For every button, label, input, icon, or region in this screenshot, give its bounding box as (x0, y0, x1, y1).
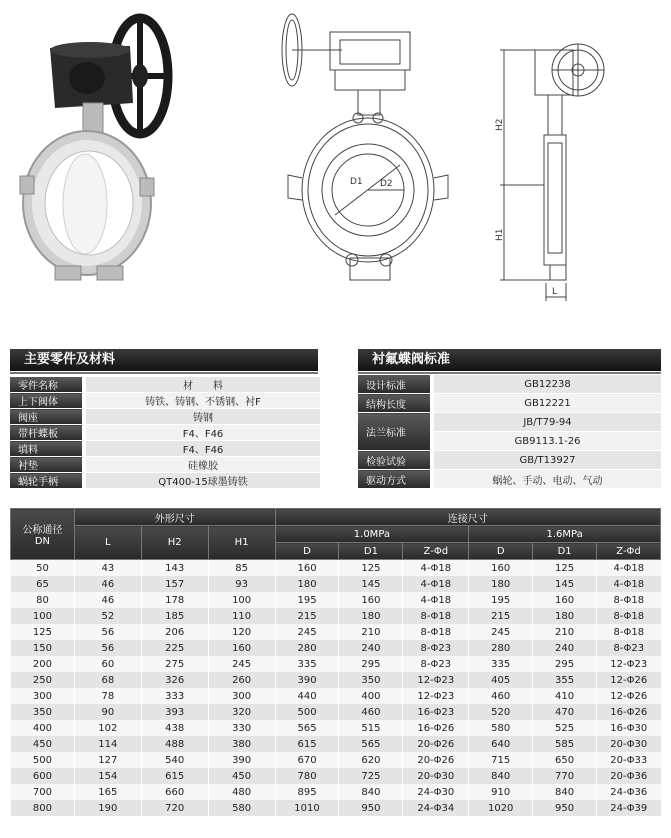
standards-table (358, 375, 661, 489)
table-row (11, 688, 661, 704)
table-cell: 8-Φ18 (597, 608, 661, 624)
table-cell: 114 (74, 736, 141, 752)
table-cell: 160 (208, 640, 275, 656)
table-row (11, 640, 661, 656)
table-cell: 16-Φ23 (403, 704, 469, 720)
label-l: L (552, 287, 558, 297)
table-cell: 335 (275, 656, 339, 672)
header-dn-code: DN (34, 536, 51, 547)
table-row (11, 720, 661, 736)
table-cell: 20-Φ26 (403, 736, 469, 752)
table-row (11, 704, 661, 720)
table-cell: 60 (74, 656, 141, 672)
table-cell: 120 (208, 624, 275, 640)
table-cell: 670 (275, 752, 339, 768)
table-cell: 720 (141, 800, 208, 816)
table-row (10, 425, 320, 441)
table-cell: 56 (74, 624, 141, 640)
table-cell: 350 (11, 704, 75, 720)
table-cell: 615 (141, 768, 208, 784)
standard-name: 设计标准 (358, 375, 432, 394)
table-cell: 24-Φ34 (403, 800, 469, 816)
table-cell: 333 (141, 688, 208, 704)
header-dn-label: 公称通径 (22, 525, 63, 536)
table-cell: 700 (11, 784, 75, 800)
table-cell: 565 (339, 736, 403, 752)
table-cell: 46 (74, 592, 141, 608)
table-cell: 660 (141, 784, 208, 800)
standard-name: 结构长度 (358, 394, 432, 413)
standard-value: GB12238 (432, 375, 661, 394)
table-cell: 210 (339, 624, 403, 640)
table-cell: 12-Φ26 (597, 672, 661, 688)
table-cell: 125 (11, 624, 75, 640)
table-cell: 240 (339, 640, 403, 656)
table-cell: 450 (11, 736, 75, 752)
dimensions-table (10, 508, 661, 816)
table-cell: 460 (469, 688, 533, 704)
table-cell: 16-Φ30 (597, 720, 661, 736)
table-cell: 160 (533, 592, 597, 608)
table-cell: 52 (74, 608, 141, 624)
front-view-drawing (280, 10, 455, 290)
table-cell: 460 (339, 704, 403, 720)
table-cell: 280 (275, 640, 339, 656)
table-cell: 200 (11, 656, 75, 672)
table-cell: 16-Φ26 (403, 720, 469, 736)
table-cell: 950 (339, 800, 403, 816)
header-h2: H2 (141, 526, 208, 560)
table-cell: 355 (533, 672, 597, 688)
header-d1: D1 (339, 543, 403, 560)
table-row (358, 394, 661, 413)
side-view-drawing (490, 35, 610, 305)
table-cell: 180 (339, 608, 403, 624)
valve-photo (15, 8, 175, 293)
table-row (11, 672, 661, 688)
table-cell: 157 (141, 576, 208, 592)
table-cell: 100 (11, 608, 75, 624)
table-cell: 154 (74, 768, 141, 784)
table-cell: 525 (533, 720, 597, 736)
parts-table (10, 377, 320, 489)
table-cell: 245 (469, 624, 533, 640)
standard-value: GB9113.1-26 (432, 432, 661, 451)
table-cell: 515 (339, 720, 403, 736)
parts-header-name: 零件名称 (10, 377, 84, 393)
header-z: Z-Φd (403, 543, 469, 560)
table-cell: 4-Φ18 (403, 592, 469, 608)
table-cell: 93 (208, 576, 275, 592)
table-cell: 800 (11, 800, 75, 816)
table-cell: 8-Φ18 (597, 592, 661, 608)
table-row (11, 624, 661, 640)
table-cell: 12-Φ23 (403, 688, 469, 704)
table-cell: 770 (533, 768, 597, 784)
standard-value: GB12221 (432, 394, 661, 413)
table-cell: 127 (74, 752, 141, 768)
part-material: 铸钢 (84, 409, 320, 425)
table-cell: 180 (275, 576, 339, 592)
table-cell: 480 (208, 784, 275, 800)
table-cell: 110 (208, 608, 275, 624)
table-cell: 335 (469, 656, 533, 672)
table-cell: 326 (141, 672, 208, 688)
table-cell: 840 (339, 784, 403, 800)
table-cell: 840 (469, 768, 533, 784)
table-cell: 80 (11, 592, 75, 608)
table-cell: 295 (339, 656, 403, 672)
table-cell: 280 (469, 640, 533, 656)
table-cell: 650 (533, 752, 597, 768)
table-cell: 393 (141, 704, 208, 720)
table-cell: 210 (533, 624, 597, 640)
header-d: D (469, 543, 533, 560)
table-cell: 245 (208, 656, 275, 672)
table-cell: 190 (74, 800, 141, 816)
table-cell: 300 (208, 688, 275, 704)
table-row (11, 656, 661, 672)
table-cell: 4-Φ18 (597, 576, 661, 592)
table-cell: 500 (11, 752, 75, 768)
table-cell: 185 (141, 608, 208, 624)
standard-value: JB/T79-94 (432, 413, 661, 432)
table-cell: 225 (141, 640, 208, 656)
table-cell: 950 (533, 800, 597, 816)
table-row (358, 413, 661, 432)
standard-value: 蜗轮、手动、电动、气动 (432, 470, 661, 489)
header-l: L (74, 526, 141, 560)
label-h2: H2 (495, 118, 505, 131)
header-outer: 外形尺寸 (74, 509, 275, 526)
table-cell: 780 (275, 768, 339, 784)
standard-value: GB/T13927 (432, 451, 661, 470)
header-pressure-2: 1.6MPa (469, 526, 661, 543)
header-d1: D1 (533, 543, 597, 560)
table-cell: 620 (339, 752, 403, 768)
table-cell: 90 (74, 704, 141, 720)
table-cell: 20-Φ30 (403, 768, 469, 784)
part-name: 带杆蝶板 (10, 425, 84, 441)
table-cell: 8-Φ23 (403, 656, 469, 672)
table-cell: 520 (469, 704, 533, 720)
table-cell: 725 (339, 768, 403, 784)
label-h1: H1 (495, 228, 505, 241)
table-row (10, 409, 320, 425)
table-cell: 20-Φ33 (597, 752, 661, 768)
table-cell: 240 (533, 640, 597, 656)
header-d: D (275, 543, 339, 560)
table-cell: 160 (339, 592, 403, 608)
table-cell: 4-Φ18 (403, 560, 469, 577)
header-conn: 连接尺寸 (275, 509, 660, 526)
table-row (358, 375, 661, 394)
table-cell: 68 (74, 672, 141, 688)
table-cell: 540 (141, 752, 208, 768)
table-cell: 195 (469, 592, 533, 608)
part-material: 硅橡胶 (84, 457, 320, 473)
table-cell: 145 (339, 576, 403, 592)
table-cell: 390 (208, 752, 275, 768)
table-cell: 580 (469, 720, 533, 736)
table-cell: 4-Φ18 (403, 576, 469, 592)
table-cell: 895 (275, 784, 339, 800)
table-cell: 440 (275, 688, 339, 704)
table-cell: 24-Φ39 (597, 800, 661, 816)
table-cell: 8-Φ18 (597, 624, 661, 640)
table-cell: 12-Φ23 (597, 656, 661, 672)
table-cell: 300 (11, 688, 75, 704)
table-cell: 180 (469, 576, 533, 592)
table-cell: 380 (208, 736, 275, 752)
table-row (11, 736, 661, 752)
table-cell: 320 (208, 704, 275, 720)
standard-name: 驱动方式 (358, 470, 432, 489)
table-cell: 165 (74, 784, 141, 800)
table-cell: 910 (469, 784, 533, 800)
valve-body-icon (20, 131, 154, 280)
table-cell: 215 (275, 608, 339, 624)
table-cell: 405 (469, 672, 533, 688)
label-d1: D1 (350, 177, 363, 187)
table-cell: 195 (275, 592, 339, 608)
parts-header-material: 材 料 (84, 377, 320, 393)
table-row (11, 592, 661, 608)
table-cell: 438 (141, 720, 208, 736)
header-dn (11, 509, 75, 560)
table-cell: 470 (533, 704, 597, 720)
table-row (11, 608, 661, 624)
header-pressure-1: 1.0MPa (275, 526, 469, 543)
table-cell: 20-Φ30 (597, 736, 661, 752)
table-cell: 12-Φ26 (597, 688, 661, 704)
table-cell: 125 (339, 560, 403, 577)
table-cell: 143 (141, 560, 208, 577)
table-cell: 245 (275, 624, 339, 640)
standard-name: 法兰标准 (358, 413, 432, 451)
table-cell: 350 (339, 672, 403, 688)
table-cell: 8-Φ18 (403, 608, 469, 624)
table-cell: 450 (208, 768, 275, 784)
table-cell: 125 (533, 560, 597, 577)
table-cell: 400 (339, 688, 403, 704)
table-cell: 8-Φ23 (403, 640, 469, 656)
table-cell: 295 (533, 656, 597, 672)
table-cell: 8-Φ18 (403, 624, 469, 640)
table-cell: 20-Φ36 (597, 768, 661, 784)
table-cell: 85 (208, 560, 275, 577)
table-cell: 43 (74, 560, 141, 577)
table-cell: 20-Φ26 (403, 752, 469, 768)
table-cell: 615 (275, 736, 339, 752)
header-z: Z-Φd (597, 543, 661, 560)
table-row (10, 473, 320, 489)
gearbox-icon (50, 42, 133, 108)
table-row (11, 560, 661, 577)
table-cell: 400 (11, 720, 75, 736)
table-cell: 16-Φ26 (597, 704, 661, 720)
table-cell: 160 (469, 560, 533, 577)
table-row (358, 470, 661, 489)
table-cell: 410 (533, 688, 597, 704)
table-cell: 565 (275, 720, 339, 736)
table-cell: 100 (208, 592, 275, 608)
table-cell: 145 (533, 576, 597, 592)
table-cell: 390 (275, 672, 339, 688)
table-cell: 78 (74, 688, 141, 704)
part-material: F4、F46 (84, 425, 320, 441)
table-cell: 8-Φ23 (597, 640, 661, 656)
part-material: QT400-15球墨铸铁 (84, 473, 320, 489)
table-cell: 1020 (469, 800, 533, 816)
table-cell: 12-Φ23 (403, 672, 469, 688)
part-name: 阀座 (10, 409, 84, 425)
table-cell: 215 (469, 608, 533, 624)
table-cell: 46 (74, 576, 141, 592)
table-cell: 50 (11, 560, 75, 577)
part-name: 填料 (10, 441, 84, 457)
table-cell: 500 (275, 704, 339, 720)
table-cell: 275 (141, 656, 208, 672)
table-cell: 180 (533, 608, 597, 624)
table-row (11, 768, 661, 784)
table-cell: 580 (208, 800, 275, 816)
table-row (11, 800, 661, 816)
table-cell: 260 (208, 672, 275, 688)
standards-section-title: 衬氟蝶阀标准 (358, 349, 661, 371)
table-cell: 24-Φ36 (597, 784, 661, 800)
table-cell: 56 (74, 640, 141, 656)
table-cell: 1010 (275, 800, 339, 816)
header-h1: H1 (208, 526, 275, 560)
table-cell: 715 (469, 752, 533, 768)
table-cell: 160 (275, 560, 339, 577)
table-row (10, 441, 320, 457)
table-cell: 330 (208, 720, 275, 736)
table-cell: 840 (533, 784, 597, 800)
part-material: 铸铁、铸钢、不锈钢、衬F (84, 393, 320, 409)
table-row (10, 393, 320, 409)
table-row (10, 377, 320, 393)
parts-section-title: 主要零件及材料 (10, 349, 318, 371)
table-row (11, 576, 661, 592)
part-name: 蜗轮手柄 (10, 473, 84, 489)
table-cell: 585 (533, 736, 597, 752)
part-material: F4、F46 (84, 441, 320, 457)
table-cell: 65 (11, 576, 75, 592)
table-row (11, 784, 661, 800)
table-row (358, 451, 661, 470)
part-name: 衬垫 (10, 457, 84, 473)
table-cell: 640 (469, 736, 533, 752)
table-cell: 600 (11, 768, 75, 784)
table-cell: 178 (141, 592, 208, 608)
table-row (11, 752, 661, 768)
part-name: 上下阀体 (10, 393, 84, 409)
table-cell: 24-Φ30 (403, 784, 469, 800)
table-cell: 250 (11, 672, 75, 688)
standard-name: 检验试验 (358, 451, 432, 470)
table-row (10, 457, 320, 473)
label-d2: D2 (380, 179, 393, 189)
table-cell: 4-Φ18 (597, 560, 661, 577)
table-cell: 102 (74, 720, 141, 736)
table-cell: 488 (141, 736, 208, 752)
table-cell: 206 (141, 624, 208, 640)
table-cell: 150 (11, 640, 75, 656)
